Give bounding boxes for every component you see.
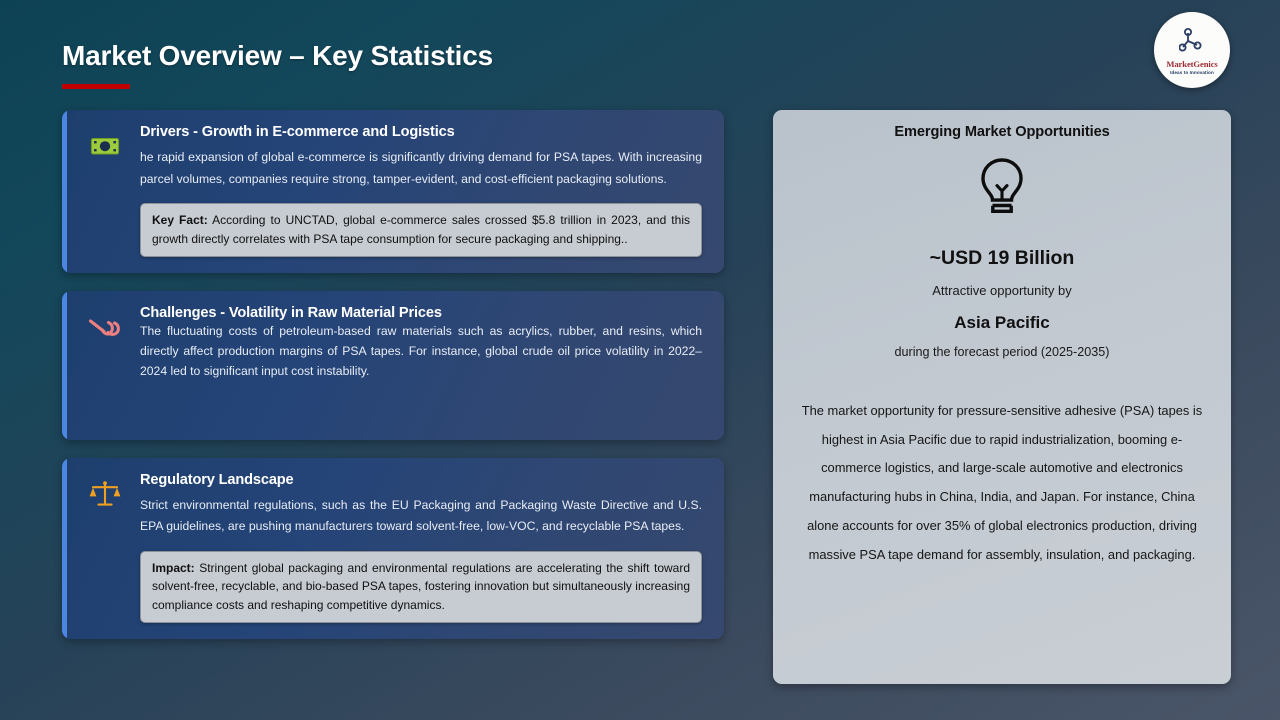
logo-tagline: Ideas to Innovation [1170, 69, 1214, 75]
opportunity-region: Asia Pacific [954, 313, 1050, 332]
broken-link-icon [88, 310, 122, 344]
card-title: Challenges - Volatility in Raw Material Prices [140, 305, 442, 322]
callout-label: Key Fact: [152, 213, 208, 227]
card-body-text: Strict environmental regulations, such as the EU Packaging and Packaging Waste Directive and U.S. EPA guidelines, are pushing manufacturers toward solvent-free, low-VOC, and recyclable PSA tapes. [140, 497, 702, 534]
panel-title: Emerging Market Opportunities [894, 124, 1110, 140]
logo-name: MarketGenics [1166, 58, 1218, 69]
emerging-opportunities-panel [773, 110, 1231, 684]
opportunity-value: ~USD 19 Billion [929, 247, 1075, 269]
card-body-text: The fluctuating costs of petroleum-based raw materials such as acrylics, rubber, and resins, which directly affect production margins of PSA tapes. For instance, global crude oil price volatility in 2022–2024 led to significant input cost instability. [140, 324, 702, 378]
opportunity-value-caption: Attractive opportunity by [932, 283, 1072, 298]
card-drivers [62, 110, 724, 273]
opportunity-description: The market opportunity for pressure-sensitive adhesive (PSA) tapes is highest in Asia Pacific due to rapid industrialization, booming e-commerce logistics, and large-scale automotive and electronics manufacturing hubs in China, India, and Japan. For instance, China alone accounts for over 35% of global electronics production, driving massive PSA tape demand for assembly, insulation, and packaging. [801, 403, 1203, 562]
brand-logo [1154, 12, 1230, 88]
page-title: Market Overview – Key Statistics [62, 40, 493, 71]
insight-cards-column [62, 110, 724, 657]
impact-callout [140, 551, 702, 624]
card-title: Drivers - Growth in E-commerce and Logistics [140, 124, 455, 140]
forecast-period: during the forecast period (2025-2035) [894, 345, 1110, 359]
card-title: Regulatory Landscape [140, 471, 294, 488]
card-challenges [62, 291, 724, 439]
card-body-text: he rapid expansion of global e-commerce is significantly driving demand for PSA tapes. With increasing parcel volumes, companies require strong, tamper-evident, and cost-efficient packaging solutions. [140, 150, 702, 186]
title-underline-rule [62, 84, 130, 89]
balance-scale-icon [88, 477, 122, 511]
card-regulatory [62, 458, 724, 640]
callout-label: Impact: [152, 560, 195, 575]
molecule-network-icon [1179, 28, 1205, 57]
lightbulb-icon [791, 157, 1213, 219]
key-fact-callout [140, 203, 702, 257]
callout-text: According to UNCTAD, global e-commerce sales crossed $5.8 trillion in 2023, and this growth directly correlates with PSA tape consumption for secure packaging and shipping.. [152, 213, 690, 246]
banknote-icon [88, 129, 122, 163]
callout-text: Stringent global packaging and environmental regulations are accelerating the shift toward solvent-free, recyclable, and bio-based PSA tapes, fostering innovation but simultaneously increasing compliance costs and reshaping competitive dynamics. [152, 560, 690, 612]
